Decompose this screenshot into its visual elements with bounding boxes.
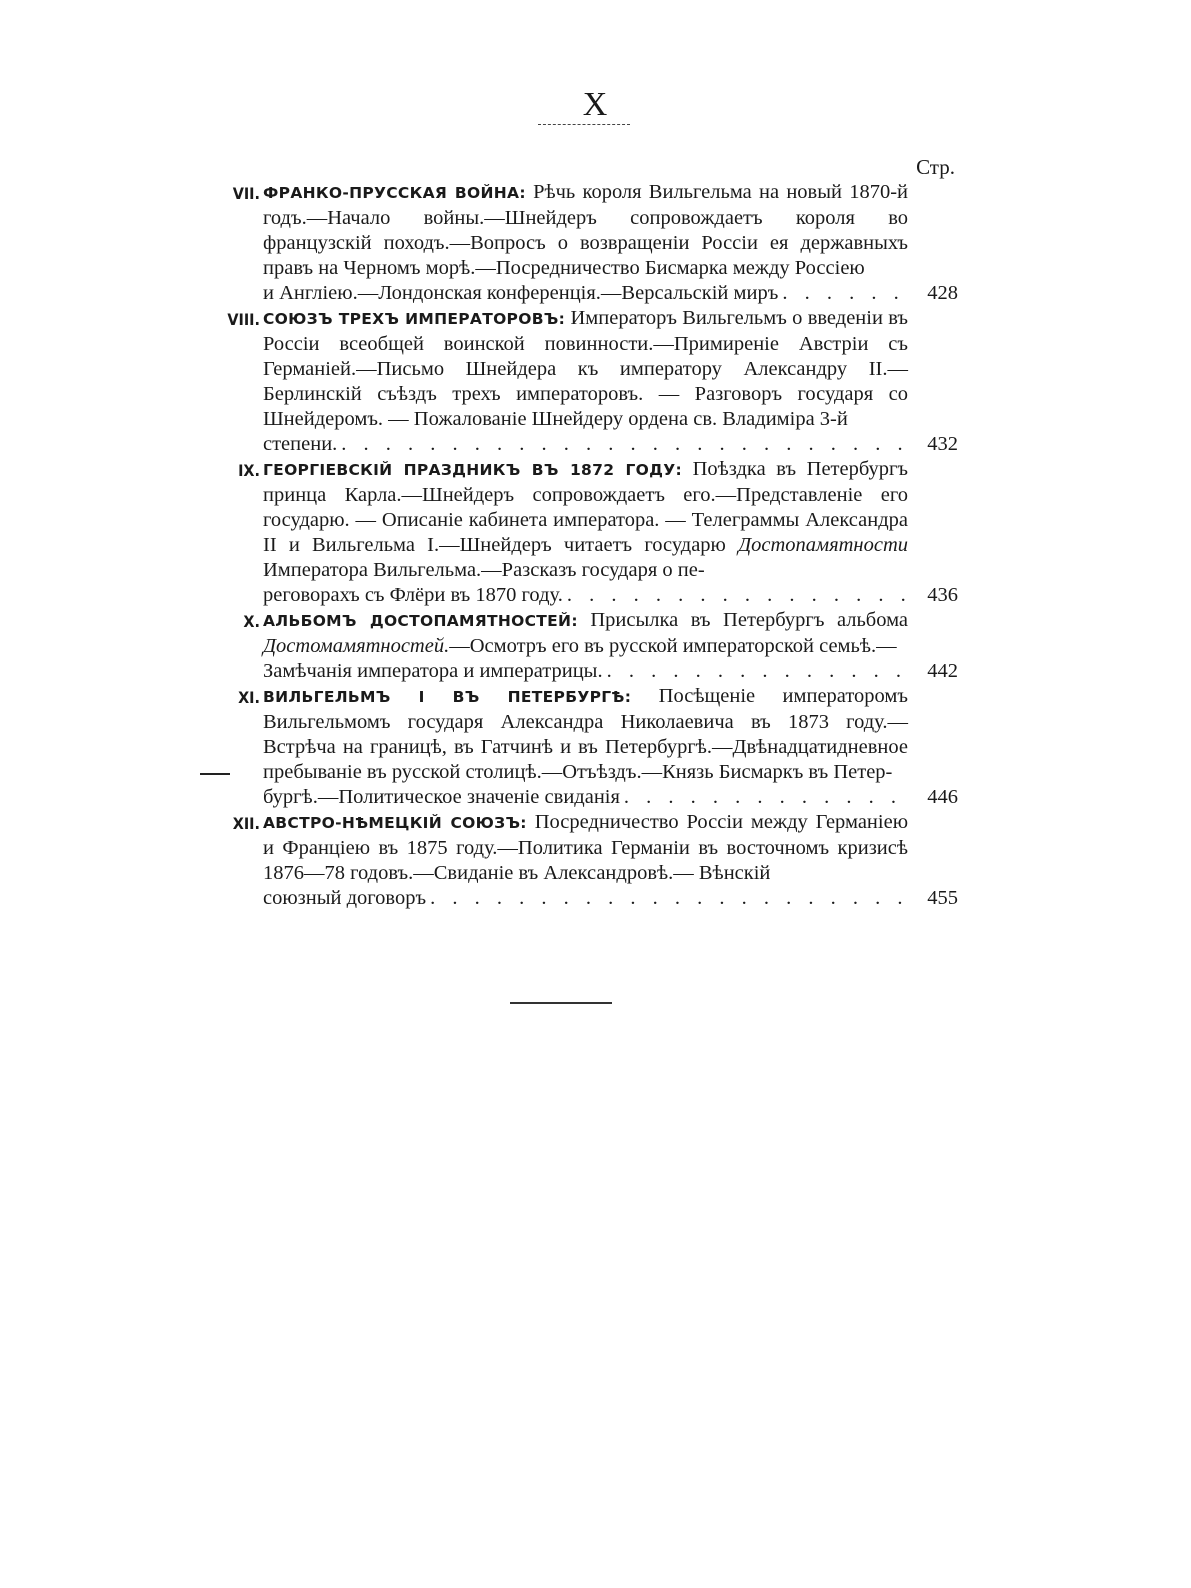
toc-entry-xi xyxy=(200,684,958,810)
entry-page: 432 xyxy=(927,433,958,455)
dot-leader xyxy=(430,886,908,911)
entry-heading: ГЕОРГІЕВСКІЙ ПРАЗДНИКЪ ВЪ 1872 ГОДУ: xyxy=(263,461,682,479)
entry-number: X. xyxy=(243,612,260,631)
entry-page: 455 xyxy=(927,887,958,909)
entry-text-italic: Достомамятностей. xyxy=(263,635,450,657)
entry-heading: АЛЬБОМЪ ДОСТОПАМЯТНОСТЕЙ: xyxy=(263,612,578,630)
entry-body xyxy=(263,306,908,432)
entry-last-line xyxy=(263,886,958,911)
entry-heading: ФРАНКО-ПРУССКАЯ ВОЙНА: xyxy=(263,184,526,202)
entry-last-line xyxy=(263,281,958,306)
entry-tail: бургѣ.—Политическое значеніе свиданія xyxy=(263,786,620,808)
entry-body xyxy=(263,608,908,659)
entry-last-line xyxy=(263,659,958,684)
dot-leader xyxy=(782,281,908,306)
entry-text: Рѣчь короля Вильгельма на новый 1870-й годъ.—Начало войны.—Шнейдеръ сопровождаетъ короля во французскій походъ.—Вопросъ о возвращеніи Россіи ея державныхъ правъ на Черномъ морѣ.—Посредничество Бисмарка между Россіею xyxy=(263,181,908,279)
entry-text-italic: Достопамятности xyxy=(738,534,908,556)
toc-entry-xii xyxy=(200,810,958,911)
entry-number: VII. xyxy=(232,184,260,203)
entry-last-line xyxy=(263,583,958,608)
top-rule xyxy=(538,124,630,125)
toc-entry-viii xyxy=(200,306,958,457)
entry-last-line xyxy=(263,432,958,457)
dot-leader xyxy=(341,432,908,457)
entry-body xyxy=(263,457,908,583)
entry-tail: союзный договоръ xyxy=(263,887,427,909)
entry-page: 428 xyxy=(927,282,958,304)
toc-entry-x xyxy=(200,608,958,684)
entry-tail: реговорахъ съ Флёри въ 1870 году. xyxy=(263,584,563,606)
entry-page: 442 xyxy=(927,660,958,682)
entry-text: Присылка въ Петербургъ альбома xyxy=(590,609,909,631)
margin-mark xyxy=(200,773,230,775)
entry-tail: и Англіею.—Лондонская конференція.—Версальскій миръ xyxy=(263,282,779,304)
bottom-rule xyxy=(510,1002,612,1004)
table-of-contents xyxy=(200,180,958,911)
dot-leader xyxy=(567,583,908,608)
entry-number: IX. xyxy=(238,461,260,480)
entry-text: Поѣздка въ Петербургъ принца Карла.—Шнейдеръ сопровождаетъ его.—Представленіе его государю. — Описаніе кабинета императора. — Телеграммы Александра II и Вильгельма I.—Шнейдеръ читаетъ государю xyxy=(263,458,909,556)
entry-heading: СОЮЗЪ ТРЕХЪ ИМПЕРАТОРОВЪ: xyxy=(263,310,566,328)
entry-body xyxy=(263,180,908,281)
entry-tail: Замѣчанія императора и императрицы. xyxy=(263,660,603,682)
entry-page: 446 xyxy=(927,786,958,808)
toc-entry-vii xyxy=(200,180,958,306)
entry-number: VIII. xyxy=(227,310,260,329)
entry-text: Посѣщеніе императоромъ Вильгельмомъ государя Александра Николаевича въ 1873 году.—Встрѣча на границѣ, въ Гатчинѣ и въ Петербургѣ.—Двѣнадцатидневное пребываніе въ русской столицѣ.—Отъѣздъ.—Князь Бисмаркъ въ Петер- xyxy=(263,685,908,783)
page-number: X xyxy=(582,86,609,123)
entry-text: Посредничество Россіи между Германіею и Франціею въ 1875 году.—Политика Германіи въ восточномъ кризисѣ 1876—78 годовъ.—Свиданіе въ Александровѣ.— Вѣнскій xyxy=(263,811,909,884)
entry-heading: АВСТРО-НѢМЕЦКІЙ СОЮЗЪ: xyxy=(263,814,527,832)
entry-number: XI. xyxy=(238,688,260,707)
entry-heading: ВИЛЬГЕЛЬМЪ I ВЪ ПЕТЕРБУРГѢ: xyxy=(263,688,632,706)
entry-last-line xyxy=(263,785,958,810)
entry-text-after: Императора Вильгельма.—Разсказъ государя о пе- xyxy=(263,559,705,581)
entry-text-after: —Осмотръ его въ русской императорской семьѣ.— xyxy=(449,635,897,657)
entry-page: 436 xyxy=(927,584,958,606)
entry-body xyxy=(263,810,908,886)
entry-tail: степени. xyxy=(263,433,338,455)
page-column-label: Стр. xyxy=(916,155,955,179)
entry-body xyxy=(263,684,908,785)
entry-text: Императоръ Вильгельмъ о введеніи въ Россіи всеобщей воинской повинности.—Примиреніе Австріи съ Германіей.—Письмо Шнейдера къ императору Александру II.— Берлинскій съѣздъ трехъ императоровъ. — Разговоръ государя со Шнейдеромъ. — Пожалованіе Шнейдеру ордена св. Владиміра 3-й xyxy=(263,307,908,430)
toc-entry-ix xyxy=(200,457,958,608)
dot-leader xyxy=(607,659,908,684)
entry-number: XII. xyxy=(232,814,260,833)
dot-leader xyxy=(624,785,908,810)
